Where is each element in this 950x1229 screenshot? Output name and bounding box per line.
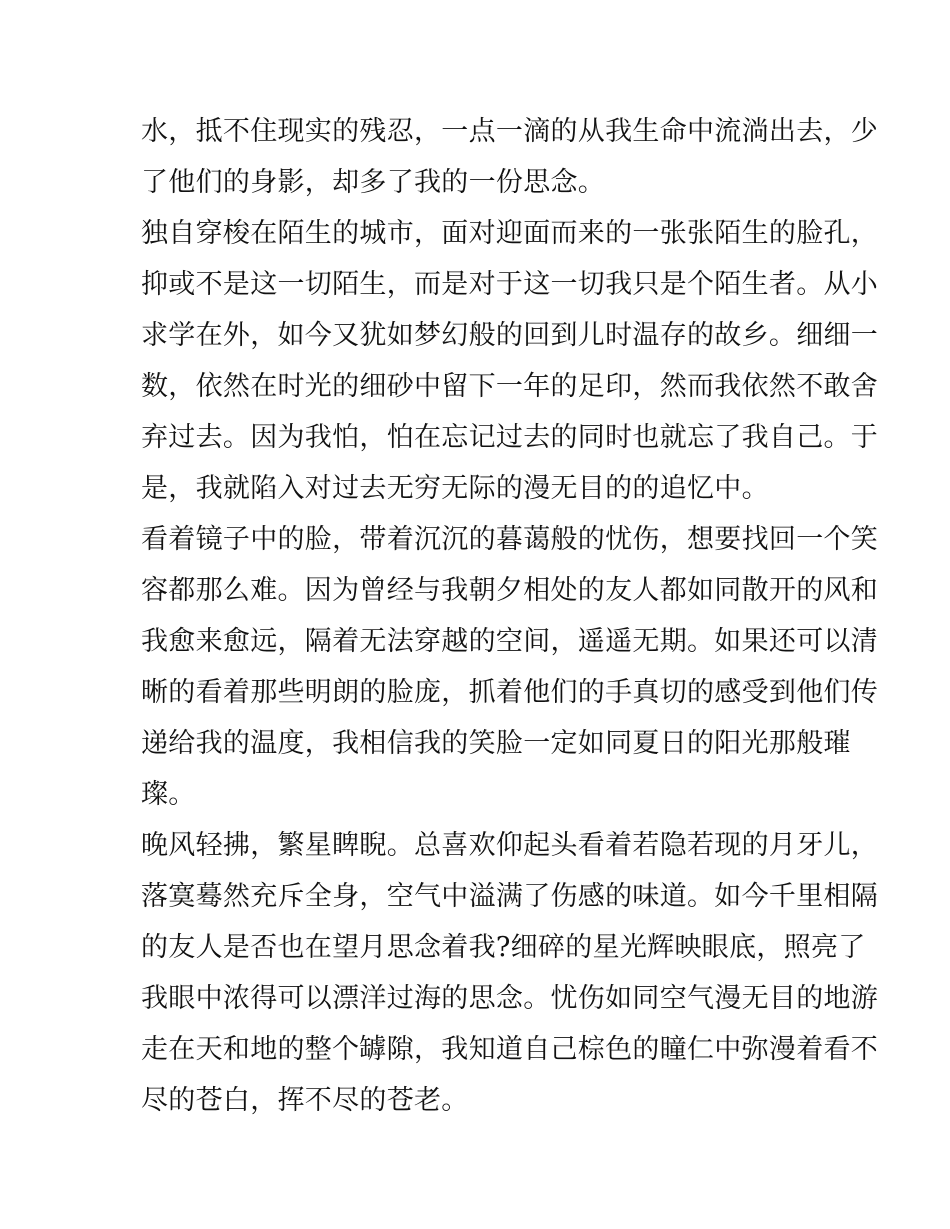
text-line: 数，依然在时光的细砂中留下一年的足印，然而我依然不敢舍 — [141, 371, 879, 402]
text-line: 弃过去。因为我怕，怕在忘记过去的同时也就忘了我自己。于 — [141, 422, 879, 453]
body-text — [141, 106, 879, 1126]
text-line: 了他们的身影，却多了我的一份思念。 — [141, 167, 606, 198]
text-line: 我眼中浓得可以漂洋过海的思念。忧伤如同空气漫无目的地游 — [141, 983, 879, 1014]
text-line: 是，我就陷入对过去无穷无际的漫无目的的追忆中。 — [141, 473, 769, 504]
text-line: 看着镜子中的脸，带着沉沉的暮蔼般的忧伤，想要找回一个笑 — [141, 524, 879, 555]
text-line: 晚风轻拂，繁星睥睨。总喜欢仰起头看着若隐若现的月牙儿， — [141, 830, 879, 861]
text-line: 求学在外，如今又犹如梦幻般的回到儿时温存的故乡。细细一 — [141, 320, 879, 351]
text-line: 璨。 — [141, 779, 196, 810]
text-line: 抑或不是这一切陌生，而是对于这一切我只是个陌生者。从小 — [141, 269, 879, 300]
text-line: 容都那么难。因为曾经与我朝夕相处的友人都如同散开的风和 — [141, 575, 879, 606]
text-line: 的友人是否也在望月思念着我?细碎的星光辉映眼底，照亮了 — [141, 932, 866, 963]
text-line: 落寞蓦然充斥全身，空气中溢满了伤感的味道。如今千里相隔 — [141, 881, 879, 912]
text-line: 我愈来愈远，隔着无法穿越的空间，遥遥无期。如果还可以清 — [141, 626, 879, 657]
text-line: 尽的苍白，挥不尽的苍老。 — [141, 1085, 469, 1116]
text-line: 独自穿梭在陌生的城市，面对迎面而来的一张张陌生的脸孔， — [141, 218, 879, 249]
text-line: 走在天和地的整个罅隙，我知道自己棕色的瞳仁中弥漫着看不 — [141, 1034, 879, 1065]
text-line: 水，抵不住现实的残忍，一点一滴的从我生命中流淌出去，少 — [141, 116, 879, 147]
text-line: 递给我的温度，我相信我的笑脸一定如同夏日的阳光那般璀 — [141, 728, 851, 759]
text-line: 晰的看着那些明朗的脸庞，抓着他们的手真切的感受到他们传 — [141, 677, 879, 708]
